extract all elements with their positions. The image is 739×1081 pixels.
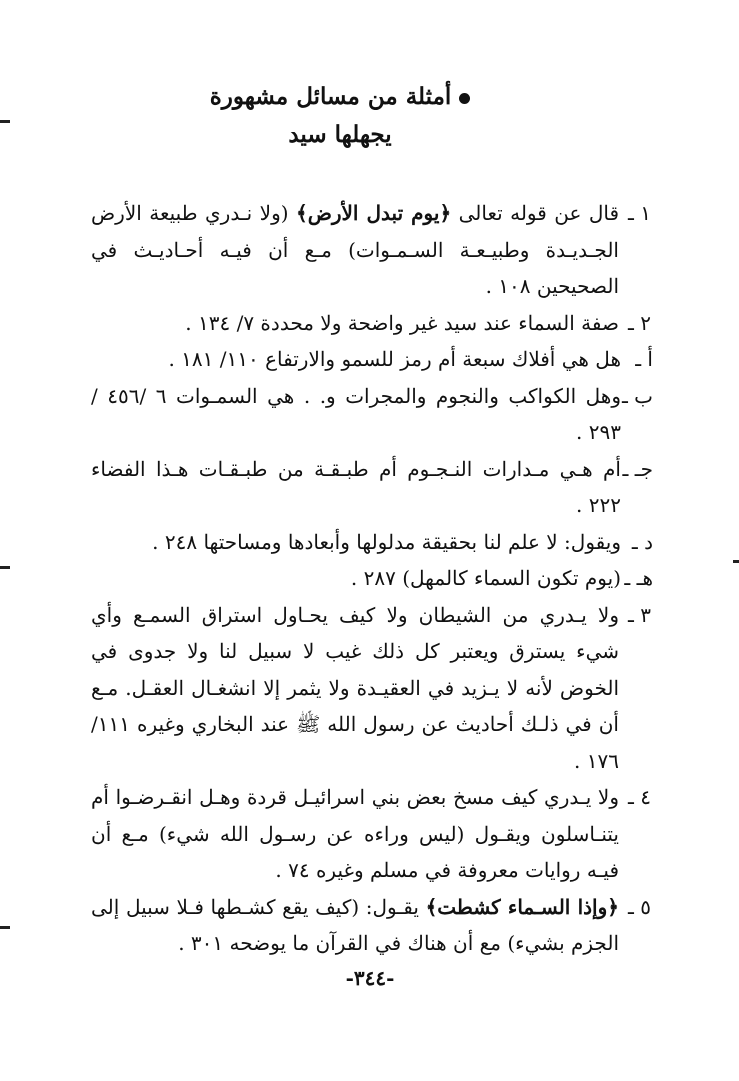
list-item-3: [91, 597, 651, 780]
item-text: يقـول: (كيف يقع كشـطها فـلا سبيل إلى الجزم بشيء) مع أن هناك في القرآن ما يوضحه ٣٠١ .: [91, 894, 619, 955]
item-text: قال عن قوله تعالى: [451, 201, 620, 225]
sub-item-e: [91, 560, 653, 597]
sub-item-letter: جـ ـ: [622, 456, 653, 481]
sub-item-d: [91, 524, 653, 561]
heading-text: أمثلة من مسائل مشهورة: [209, 83, 452, 110]
margin-mark: [0, 566, 10, 569]
margin-mark: [733, 560, 739, 563]
margin-mark: [0, 926, 10, 929]
sub-item-text: هل هي أفلاك سبعة أم رمز للسمو والارتفاع ١١٠/ ١٨١ .: [168, 347, 621, 371]
item-text: (ولا نـدري طبيعة الأرض الجـديـدة وطبيـعـة السـمـوات) مـع أن فيـه أحـاديـث في الصحيحين ١٠٨ .: [91, 201, 619, 298]
quran-quote: ﴿وإذا السـماء كشطت﴾: [425, 894, 619, 919]
item-text: ولا يـدري من الشيطان ولا كيف يحـاول استراق السمـع وأي شيء يسترق ويعتبر كل ذلك غيب لا سبيل لنا ولا جدوى في الخوض لأنه لا يـزيد في العقيـدة ولا يثمر إلا انشغـال العقـل. مـع أن في ذلـك أحاديث عن رسول الله ﷺ عند البخاري وغيره ١١١/ ١٧٦ .: [91, 602, 619, 773]
sub-item-letter: هـ ـ: [624, 566, 653, 590]
item-number: ٣ ـ: [628, 602, 651, 627]
sub-item-text: ويقول: لا علم لنا بحقيقة مدلولها وأبعادها ومساحتها ٢٤٨ .: [152, 529, 621, 554]
item-text: صفة السماء عند سيد غير واضحة ولا محددة ٧/ ١٣٤ .: [185, 310, 619, 335]
list-item-1: [91, 195, 651, 305]
sub-item-text: (يوم تكون السماء كالمهل) ٢٨٧ .: [350, 566, 621, 590]
bullet-icon: [459, 93, 470, 104]
sub-item-b: [91, 378, 653, 451]
list-item-2: [91, 305, 651, 342]
item-number: ١ ـ: [628, 201, 651, 225]
main-content: [91, 195, 651, 962]
list-item-5: [91, 889, 651, 962]
item-number: ٥ ـ: [628, 894, 651, 919]
list-item-4: [91, 779, 651, 889]
page-number: -٣٤٤-: [345, 966, 395, 990]
item-number: ٤ ـ: [628, 785, 651, 809]
sub-item-letter: د ـ: [631, 529, 653, 554]
heading-line-1: [180, 78, 500, 116]
sub-item-c: [91, 451, 653, 524]
section-heading: [180, 78, 500, 154]
item-number: ٢ ـ: [628, 310, 651, 335]
sub-item-text: وهل الكواكب والنجوم والمجرات و. . هي السمـوات ٦ /٤٥٦ / ٢٩٣ .: [91, 383, 621, 444]
item-text: ولا يـدري كيف مسخ بعض بني اسرائيـل قردة وهـل انقـرضـوا أم يتنـاسلون ويقـول (ليس وراءه عن رسـول الله شيء) مـع أن فيـه روايات معروفة في مسلم وغيره ٧٤ .: [91, 785, 619, 882]
sub-list: [91, 341, 653, 597]
sub-item-text: أم هـي مـدارات النـجـوم أم طبـقـة من طبـقـات هـذا الفضاء ٢٢٢ .: [91, 456, 621, 517]
margin-mark: [0, 120, 10, 123]
sub-item-letter: أ ـ: [635, 347, 653, 371]
sub-item-a: [91, 341, 653, 378]
heading-line-2: يجهلها سيد: [288, 121, 392, 148]
sub-item-letter: ب ـ: [621, 383, 653, 408]
quran-quote: ﴿يوم تبدل الأرض﴾: [295, 201, 452, 225]
